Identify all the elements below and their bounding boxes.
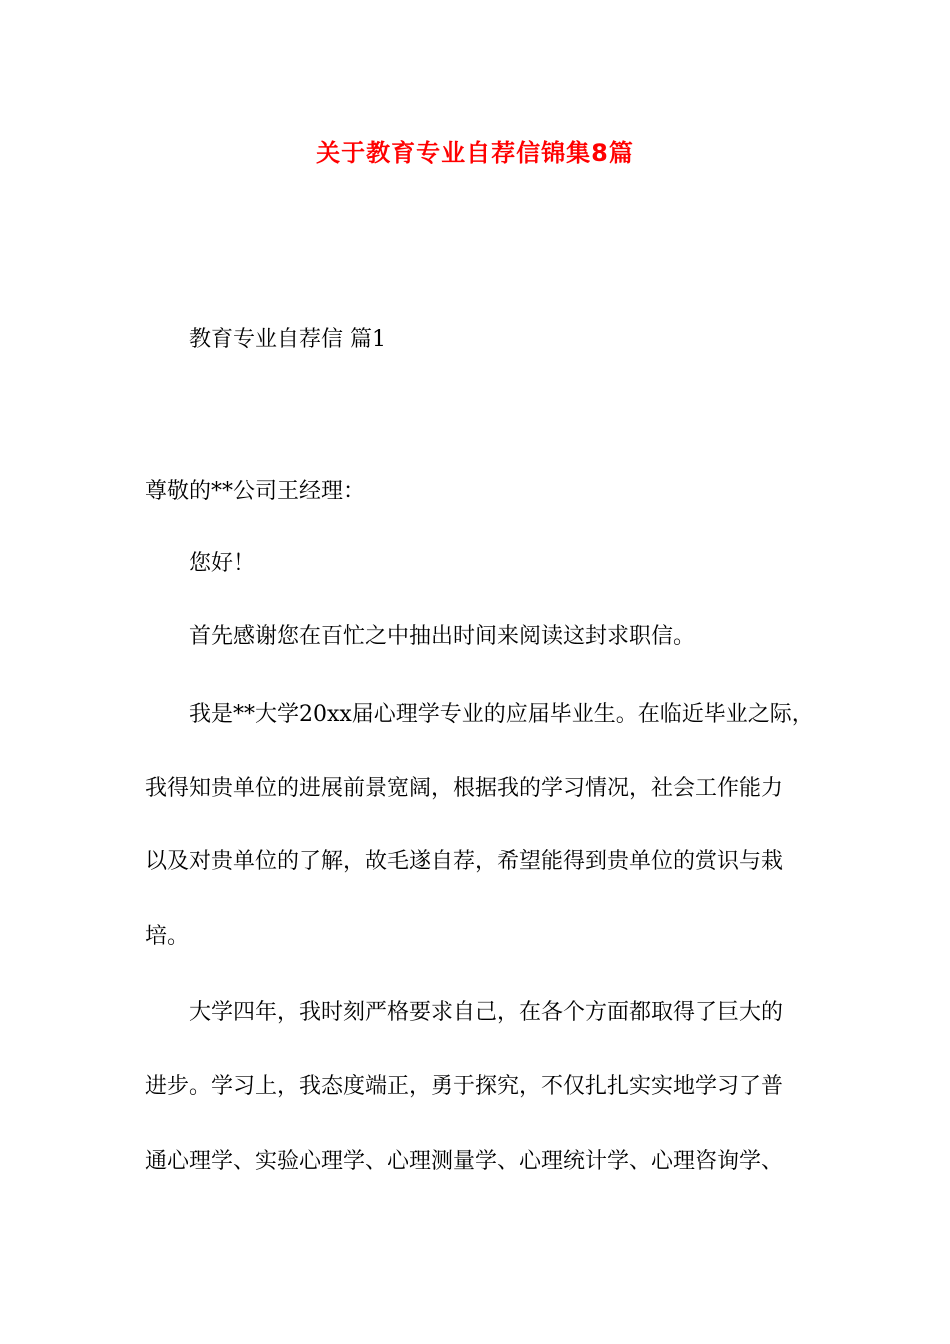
- paragraph-2-line: 我得知贵单位的进展前景宽阔，根据我的学习情况，社会工作能力: [145, 776, 784, 801]
- document-title: 关于教育专业自荐信锦集8篇: [316, 139, 634, 167]
- paragraph-2-line: 我是**大学20xx届心理学专业的应届毕业生。在临近毕业之际，: [189, 702, 814, 727]
- salutation: 尊敬的**公司王经理：: [145, 479, 366, 504]
- paragraph-1: 首先感谢您在百忙之中抽出时间来阅读这封求职信。: [189, 624, 696, 649]
- section-heading: 教育专业自荐信 篇1: [189, 327, 386, 352]
- paragraph-2-line: 以及对贵单位的了解，故毛遂自荐，希望能得到贵单位的赏识与栽: [145, 849, 784, 874]
- paragraph-3-line: 进步。学习上，我态度端正，勇于探究，不仅扎扎实实地学习了普: [145, 1074, 784, 1099]
- paragraph-2-line: 培。: [145, 924, 190, 949]
- greeting: 您好！: [189, 551, 256, 576]
- paragraph-3-line: 通心理学、实验心理学、心理测量学、心理统计学、心理咨询学、: [145, 1149, 784, 1174]
- paragraph-3-line: 大学四年，我时刻严格要求自己，在各个方面都取得了巨大的: [189, 1000, 784, 1025]
